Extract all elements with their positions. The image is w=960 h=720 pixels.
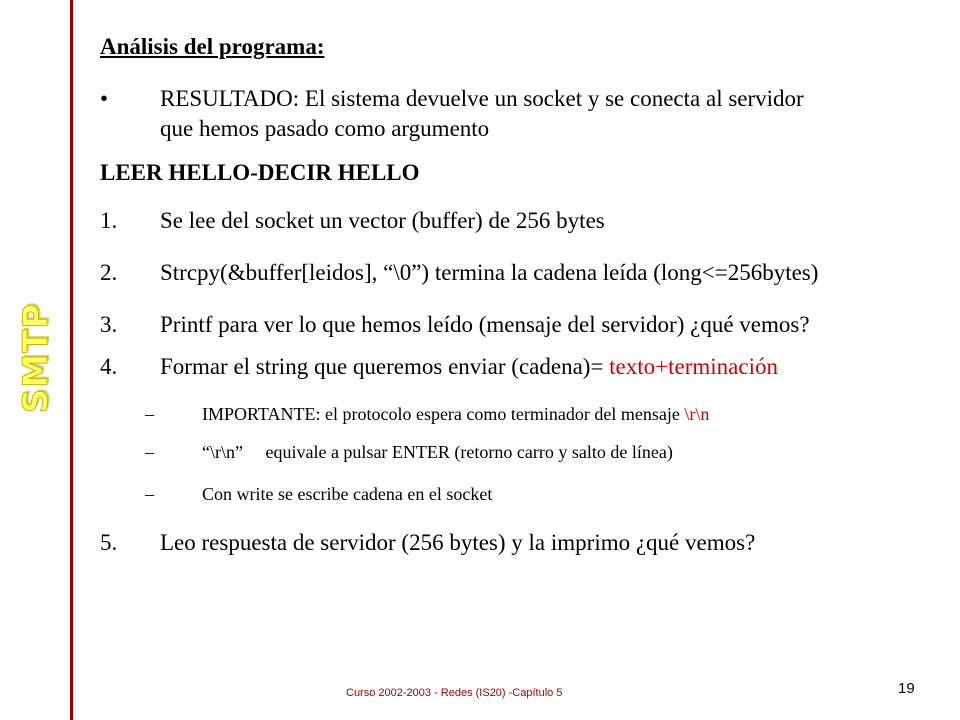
sub-text: Con write se escribe cadena en el socket bbox=[202, 484, 493, 504]
step-item bbox=[100, 206, 940, 236]
sub-marker: – bbox=[145, 442, 154, 462]
step-number: 3. bbox=[100, 312, 118, 337]
sub-marker: – bbox=[145, 484, 154, 504]
step-item bbox=[100, 258, 940, 288]
step-number: 1. bbox=[100, 208, 118, 233]
bullet-line-1: RESULTADO: El sistema devuelve un socket y se conecta al servidor bbox=[160, 86, 804, 111]
footer: Curso 2002-2003 - Redes (IS20) -Capítulo 5 bbox=[346, 687, 563, 699]
step-text-main: Formar el string que queremos enviar (cadena)= bbox=[160, 354, 610, 379]
sub-text-highlight: \r\n bbox=[684, 404, 710, 424]
step-text: Se lee del socket un vector (buffer) de 256 bytes bbox=[160, 208, 605, 233]
step-text: Strcpy(&buffer[leidos], “\0”) termina la cadena leída (long<=256bytes) bbox=[160, 260, 819, 285]
sub-item bbox=[100, 440, 940, 464]
step-text bbox=[160, 352, 778, 382]
bullet-line-2: que hemos pasado como argumento bbox=[160, 116, 490, 141]
step-number: 2. bbox=[100, 260, 118, 285]
step-item bbox=[100, 528, 940, 558]
sub-text: “\r\n” equivale a pulsar ENTER (retorno carro y salto de línea) bbox=[202, 442, 673, 462]
step-number: 5. bbox=[100, 530, 118, 555]
step-item bbox=[100, 310, 940, 340]
step-text: Leo respuesta de servidor (256 bytes) y la imprimo ¿qué vemos? bbox=[160, 530, 756, 555]
bullet-marker: • bbox=[100, 86, 109, 111]
heading: Análisis del programa: bbox=[100, 34, 325, 59]
step-text-highlight: texto+terminación bbox=[609, 354, 778, 379]
bullet-item bbox=[100, 84, 940, 144]
sub-text-main: IMPORTANTE: el protocolo espera como terminador del mensaje bbox=[202, 404, 685, 424]
sub-marker: – bbox=[145, 404, 154, 424]
step-text: Printf para ver lo que hemos leído (mensaje del servidor) ¿qué vemos? bbox=[160, 312, 810, 337]
side-title: SMTP bbox=[16, 302, 56, 414]
sub-item bbox=[100, 402, 940, 426]
section-title: LEER HELLO-DECIR HELLO bbox=[100, 160, 420, 185]
sub-item bbox=[100, 482, 940, 506]
step-number: 4. bbox=[100, 354, 118, 379]
step-item bbox=[100, 352, 940, 382]
page-number: 19 bbox=[898, 680, 915, 697]
sub-text bbox=[202, 402, 709, 426]
vertical-rule bbox=[70, 0, 73, 720]
